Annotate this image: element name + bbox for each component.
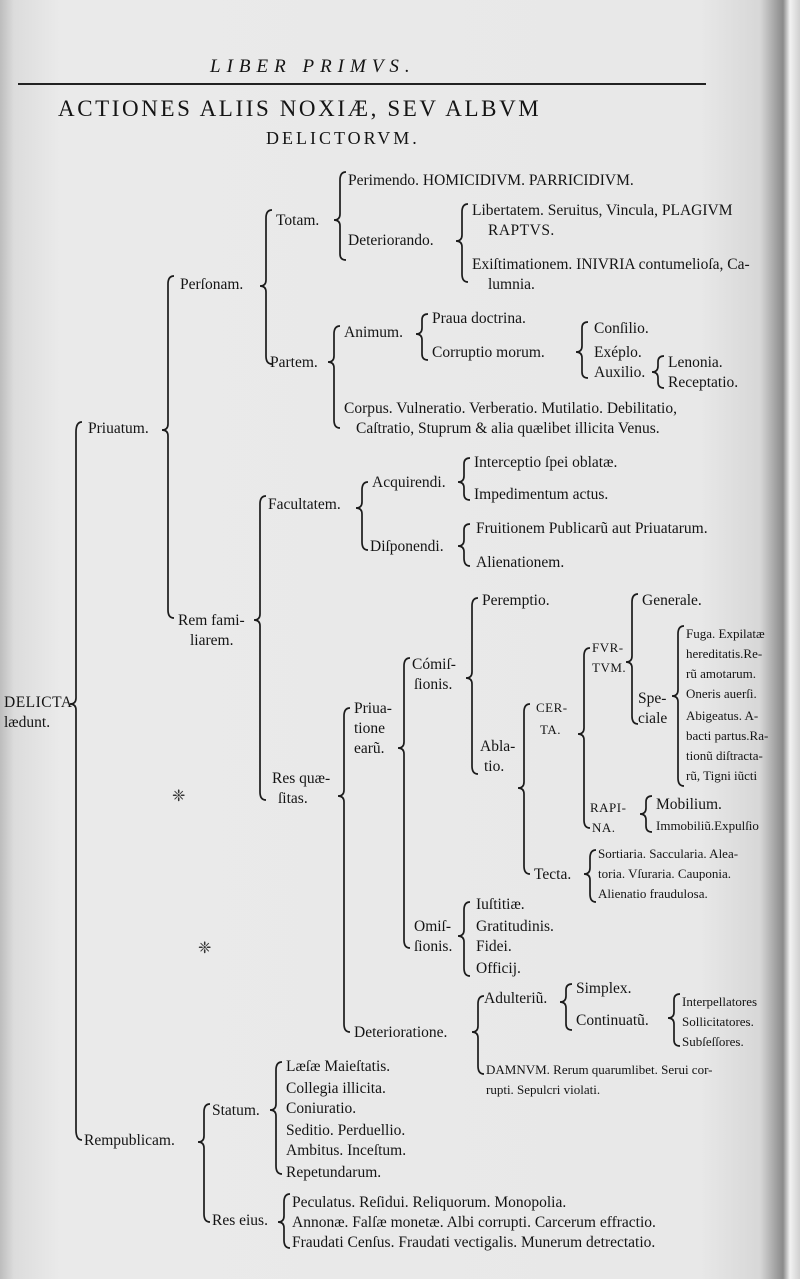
- leaf-abacti: bacti partus.Ra-: [686, 728, 769, 743]
- node-deterioratione: Deterioratione.: [354, 1024, 448, 1041]
- bracket-priuatum: [162, 276, 174, 618]
- leaf-alienatio: Alienatio fraudulosa.: [598, 886, 708, 901]
- leaf-coniuratio: Coniuratio.: [286, 1100, 357, 1117]
- bracket-adulterium: [560, 984, 572, 1030]
- leaf-iustitiae: Iuſtitiæ.: [476, 896, 525, 913]
- bracket-rem-familiarem: [254, 496, 266, 800]
- bracket-continuatum: [668, 994, 680, 1046]
- leaf-impedimentum: Impedimentum actus.: [474, 486, 609, 503]
- leaf-officij: Officij.: [476, 960, 521, 977]
- node-deteriorando: Deteriorando.: [348, 232, 434, 249]
- leaf-corpus: Corpus. Vulneratio. Verberatio. Mutilatio. Debilitatio,: [344, 400, 677, 417]
- node-omissionis: Omiſ-: [414, 918, 452, 935]
- leaf-repetundarum: Repetundarum.: [286, 1164, 382, 1181]
- bracket-deterioratione: [472, 996, 484, 1074]
- node-furtum-2: TVM.: [592, 660, 627, 675]
- leaf-rerum-amotarum: rũ amotarum.: [686, 666, 757, 681]
- leaf-generale: Generale.: [642, 592, 702, 609]
- root-laedunt: lædunt.: [4, 714, 51, 731]
- node-adulterium: Adulteriũ.: [484, 990, 548, 1007]
- bracket-rapina: [640, 796, 652, 832]
- leaf-rupti: rupti. Sepulcri violati.: [486, 1082, 601, 1097]
- node-certa: CER-: [536, 700, 568, 715]
- leaf-collegia-illicita: Collegia illicita.: [286, 1080, 386, 1097]
- leaf-hereditatis: hereditatis.Re-: [686, 646, 763, 661]
- node-rem-familiarem: Rem fami-: [178, 612, 245, 629]
- leaf-damnum: DAMNVM. Rerum quarumlibet. Serui cor-: [486, 1062, 713, 1077]
- leaf-laesae-maiestatis: Læſæ Maieſtatis.: [286, 1058, 391, 1075]
- node-ablatio: Abla-: [480, 738, 516, 755]
- leaf-existimationem: Exiſtimationem. INIVRIA contumelioſa, Ca-: [472, 256, 750, 273]
- node-continuatum: Continuatũ.: [576, 1012, 649, 1029]
- running-head: LIBER PRIMVS.: [210, 56, 416, 77]
- bracket-statum: [270, 1062, 282, 1174]
- leaf-fruitionem: Fruitionem Publicarũ aut Priuatarum.: [476, 520, 708, 537]
- leaf-interceptio: Interceptio ſpei oblatæ.: [474, 454, 618, 471]
- node-acquirendi: Acquirendi.: [372, 474, 446, 491]
- leaf-rationum: tionũ diſtracta-: [686, 748, 763, 763]
- node-tecta: Tecta.: [534, 866, 572, 883]
- leaf-seditio: Seditio. Perduellio.: [286, 1122, 406, 1139]
- node-priuatione-3: earũ.: [354, 740, 385, 757]
- leaf-exeplo: Exéplo.: [594, 344, 642, 361]
- node-certa-2: TA.: [540, 722, 562, 737]
- node-rempublicam: Rempublicam.: [84, 1132, 175, 1149]
- bracket-acquirendi: [458, 458, 470, 500]
- node-priuatione: Priua-: [354, 700, 392, 717]
- leaf-fraudati-census: Fraudati Cenſus. Fraudati vectigalis. Munerum detrectatio.: [292, 1234, 656, 1251]
- leaf-mobilium: Mobilium.: [656, 796, 722, 813]
- node-res-quaesitas: Res quæ-: [272, 770, 331, 787]
- bracket-animum: [416, 314, 428, 360]
- leaf-consilio: Conſilio.: [594, 320, 649, 337]
- leaf-toria: toria. Vſuraria. Cauponia.: [598, 866, 731, 881]
- node-disponendi: Diſponendi.: [370, 538, 444, 555]
- node-furtum: FVR-: [592, 640, 624, 655]
- node-ablatio-2: tio.: [484, 758, 505, 775]
- node-statum: Statum.: [212, 1102, 260, 1119]
- leaf-sortiaria: Sortiaria. Saccularia. Alea-: [598, 846, 739, 861]
- bracket-corruptio: [576, 322, 588, 378]
- node-personam: Perſonam.: [180, 276, 244, 293]
- node-comissionis: Cómiſ-: [412, 656, 456, 673]
- bracket-personam: [260, 210, 272, 364]
- leaf-ambitus: Ambitus. Inceſtum.: [286, 1142, 407, 1159]
- bracket-res-quaesitas: [338, 708, 350, 1032]
- bracket-rempublicam: [198, 1104, 210, 1222]
- bracket-facultatem: [356, 482, 368, 550]
- node-facultatem: Facultatem.: [268, 496, 341, 513]
- bracket-furtum: [626, 594, 638, 724]
- leaf-raptus: RAPTVS.: [488, 222, 555, 239]
- leaf-perimendo: Perimendo. HOMICIDIVM. PARRICIDIVM.: [348, 172, 634, 189]
- leaf-lenonia: Lenonia.: [668, 354, 723, 371]
- node-rapina-2: NA.: [592, 820, 616, 835]
- leaf-peculatus: Peculatus. Reſidui. Reliquorum. Monopolia.: [292, 1194, 567, 1211]
- leaf-gratitudinis: Gratitudinis.: [476, 918, 554, 935]
- node-priuatum: Priuatum.: [88, 420, 149, 437]
- leaf-tigni: rũ, Tigni iũcti: [686, 768, 758, 783]
- leaf-castratio: Caſtratio, Stuprum & alia quælibet illicita Venus.: [356, 420, 660, 437]
- bracket-tecta: [584, 850, 596, 902]
- leaf-libertatem: Libertatem. Seruitus, Vincula, PLAGIVM: [472, 202, 733, 219]
- bracket-delicta: [70, 422, 82, 1140]
- leaf-fuga: Fuga. Expilatæ: [686, 626, 765, 641]
- bracket-priuatione: [398, 658, 410, 948]
- node-speciale-2: ciale: [638, 710, 668, 727]
- node-rem-familiarem-2: liarem.: [190, 632, 234, 649]
- node-comissionis-2: ſionis.: [414, 676, 453, 693]
- leaf-auxilio: Auxilio.: [594, 364, 646, 381]
- page-title: ACTIONES ALIIS NOXIÆ, SEV ALBVM: [58, 96, 542, 121]
- bracket-comissionis: [466, 598, 478, 774]
- bracket-disponendi: [458, 524, 470, 566]
- leaf-fidei: Fidei.: [476, 938, 512, 955]
- node-omissionis-2: ſionis.: [414, 938, 453, 955]
- leaf-annonae: Annonæ. Falſæ monetæ. Albi corrupti. Carcerum effractio.: [292, 1214, 656, 1231]
- node-res-eius: Res eius.: [212, 1212, 268, 1229]
- leaf-abigeatus: Abigeatus. A-: [686, 708, 759, 723]
- root-delicta: DELICTA: [4, 694, 73, 711]
- leaf-oneris: Oneris auerſi.: [686, 686, 757, 701]
- node-priuatione-2: tione: [354, 720, 385, 737]
- bracket-omissionis: [458, 902, 470, 976]
- leaf-receptatio: Receptatio.: [668, 374, 739, 391]
- bracket-certa: [578, 648, 590, 828]
- bracket-partem: [328, 326, 340, 428]
- bracket-res-eius: [278, 1194, 290, 1248]
- bracket-totam: [334, 172, 346, 260]
- node-animum: Animum.: [344, 324, 403, 341]
- node-totam: Totam.: [276, 212, 320, 229]
- bracket-auxilio: [652, 356, 664, 388]
- leaf-immobilium: Immobiliũ.Expulſio: [656, 818, 759, 833]
- leaf-alienationem: Alienationem.: [476, 554, 565, 571]
- leaf-praua-doctrina: Praua doctrina.: [432, 310, 526, 327]
- node-corruptio-morum: Corruptio morum.: [432, 344, 545, 361]
- printer-ornament-icon: ❈: [172, 788, 186, 805]
- node-rapina: RAPI-: [590, 800, 627, 815]
- leaf-simplex: Simplex.: [576, 980, 632, 997]
- leaf-peremptio: Peremptio.: [482, 592, 550, 609]
- bracket-speciale: [672, 626, 684, 786]
- leaf-subsessores: Subſeſſores.: [682, 1034, 744, 1049]
- node-res-quaesitas-2: ſitas.: [278, 790, 308, 807]
- leaf-sollicitatores: Sollicitatores.: [682, 1014, 754, 1029]
- bracket-deteriorando: [456, 204, 468, 282]
- leaf-interpellatores: Interpellatores: [682, 994, 758, 1009]
- printer-ornament-icon-2: ❈: [198, 940, 212, 957]
- leaf-lumnia: lumnia.: [488, 276, 535, 293]
- bracket-ablatio: [518, 704, 530, 874]
- node-speciale: Spe-: [638, 690, 667, 707]
- node-partem: Partem.: [270, 354, 318, 371]
- page-title-continued: DELICTORVM.: [266, 128, 420, 148]
